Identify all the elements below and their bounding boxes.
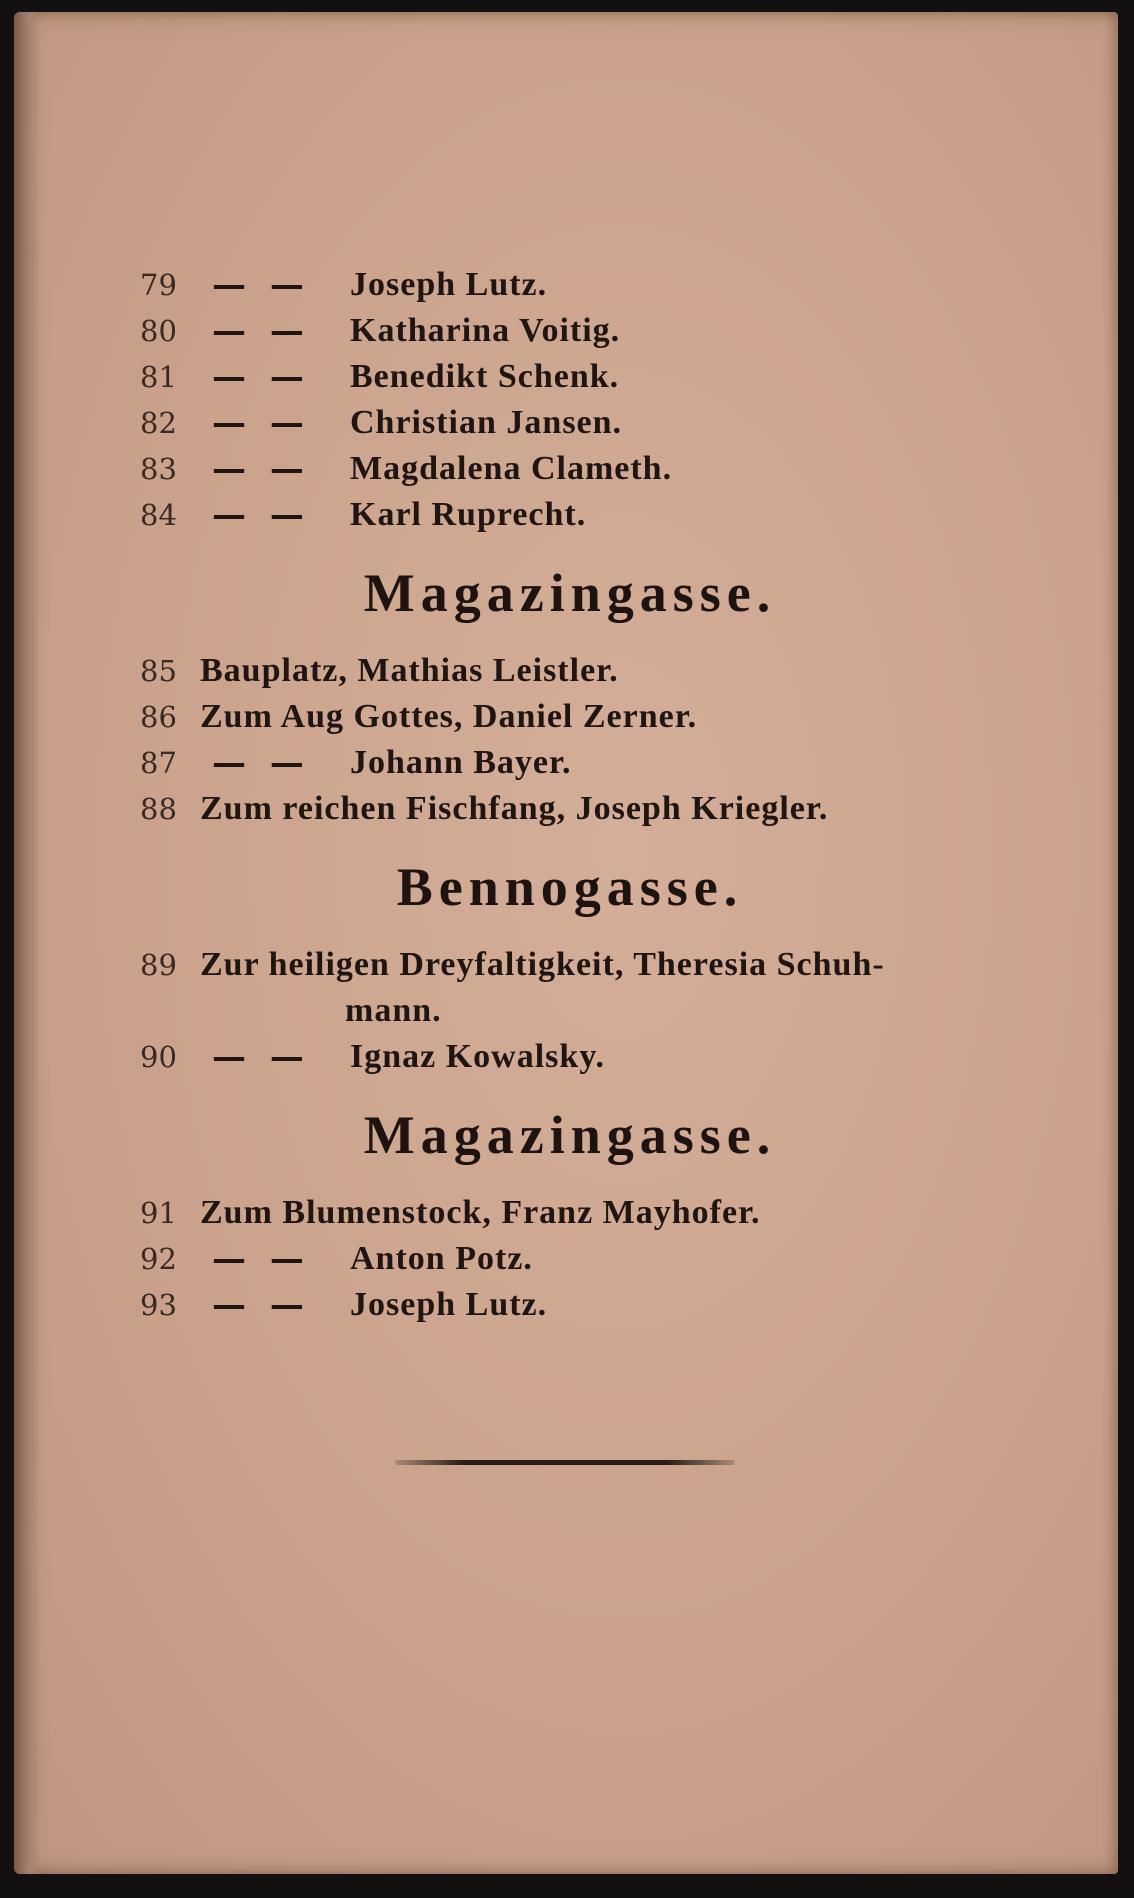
ditto-dashes: — — bbox=[212, 449, 310, 489]
house-number: 90 bbox=[140, 1040, 177, 1074]
house-number: 84 bbox=[140, 498, 177, 532]
list-entry bbox=[140, 1034, 1000, 1080]
house-number: 83 bbox=[140, 452, 177, 486]
list-entry bbox=[140, 942, 1000, 988]
entry-text: Zum Aug Gottes, Daniel Zerner. bbox=[200, 698, 698, 735]
ditto-dashes: — — bbox=[212, 311, 310, 351]
house-number: 82 bbox=[140, 406, 177, 440]
list-entry bbox=[140, 446, 1000, 492]
list-entry bbox=[140, 1282, 1000, 1328]
house-number: 79 bbox=[140, 268, 177, 302]
house-number: 87 bbox=[140, 746, 177, 780]
list-entry bbox=[140, 740, 1000, 786]
resident-name: Anton Potz. bbox=[350, 1240, 533, 1277]
book-spine-edge bbox=[14, 12, 40, 1874]
resident-name: Johann Bayer. bbox=[350, 744, 572, 781]
house-number: 89 bbox=[140, 948, 177, 982]
house-number: 93 bbox=[140, 1288, 177, 1322]
ditto-dashes: — — bbox=[212, 495, 310, 535]
street-heading: Magazingasse. bbox=[363, 563, 777, 623]
ditto-dashes: — — bbox=[212, 1285, 310, 1325]
list-entry bbox=[140, 648, 1000, 694]
list-entry bbox=[140, 694, 1000, 740]
list-entry bbox=[140, 492, 1000, 538]
ditto-dashes: — — bbox=[212, 1037, 310, 1077]
list-entry-continuation bbox=[140, 988, 1000, 1034]
street-heading: Bennogasse. bbox=[396, 857, 744, 917]
street-heading: Magazingasse. bbox=[363, 1105, 777, 1165]
ditto-dashes: — — bbox=[212, 403, 310, 443]
house-number: 91 bbox=[140, 1196, 177, 1230]
resident-name: Katharina Voitig. bbox=[350, 312, 621, 349]
ditto-dashes: — — bbox=[212, 743, 310, 783]
house-number: 80 bbox=[140, 314, 177, 348]
house-number: 85 bbox=[140, 654, 177, 688]
resident-name: Ignaz Kowalsky. bbox=[350, 1038, 605, 1075]
entry-text: Zum reichen Fischfang, Joseph Kriegler. bbox=[200, 790, 829, 827]
house-number: 92 bbox=[140, 1242, 177, 1276]
resident-name: Magdalena Clameth. bbox=[350, 450, 673, 487]
resident-name: Karl Ruprecht. bbox=[350, 496, 587, 533]
ditto-dashes: — — bbox=[212, 357, 310, 397]
section-bennogasse bbox=[140, 832, 1000, 1080]
ditto-dashes: — — bbox=[212, 1239, 310, 1279]
house-number: 81 bbox=[140, 360, 177, 394]
entry-text: Bauplatz, Mathias Leistler. bbox=[200, 652, 619, 689]
resident-name: Christian Jansen. bbox=[350, 404, 623, 441]
section-magazingasse-2 bbox=[140, 1080, 1000, 1328]
list-entry bbox=[140, 308, 1000, 354]
ditto-dashes: — — bbox=[212, 265, 310, 305]
section-continuation bbox=[140, 262, 1000, 538]
list-entry bbox=[140, 262, 1000, 308]
list-entry bbox=[140, 1236, 1000, 1282]
list-entry bbox=[140, 1190, 1000, 1236]
list-entry bbox=[140, 786, 1000, 832]
address-list bbox=[140, 262, 1000, 1328]
end-rule bbox=[395, 1460, 735, 1465]
entry-text: Zum Blumenstock, Franz Mayhofer. bbox=[200, 1194, 761, 1231]
resident-name: Benedikt Schenk. bbox=[350, 358, 620, 395]
resident-name: Joseph Lutz. bbox=[350, 266, 548, 303]
house-number: 88 bbox=[140, 792, 177, 826]
list-entry bbox=[140, 400, 1000, 446]
resident-name: Joseph Lutz. bbox=[350, 1286, 548, 1323]
list-entry bbox=[140, 354, 1000, 400]
entry-text: Zur heiligen Dreyfaltigkeit, Theresia Schuh- bbox=[200, 946, 885, 983]
house-number: 86 bbox=[140, 700, 177, 734]
section-magazingasse bbox=[140, 538, 1000, 832]
entry-text: mann. bbox=[345, 992, 442, 1029]
